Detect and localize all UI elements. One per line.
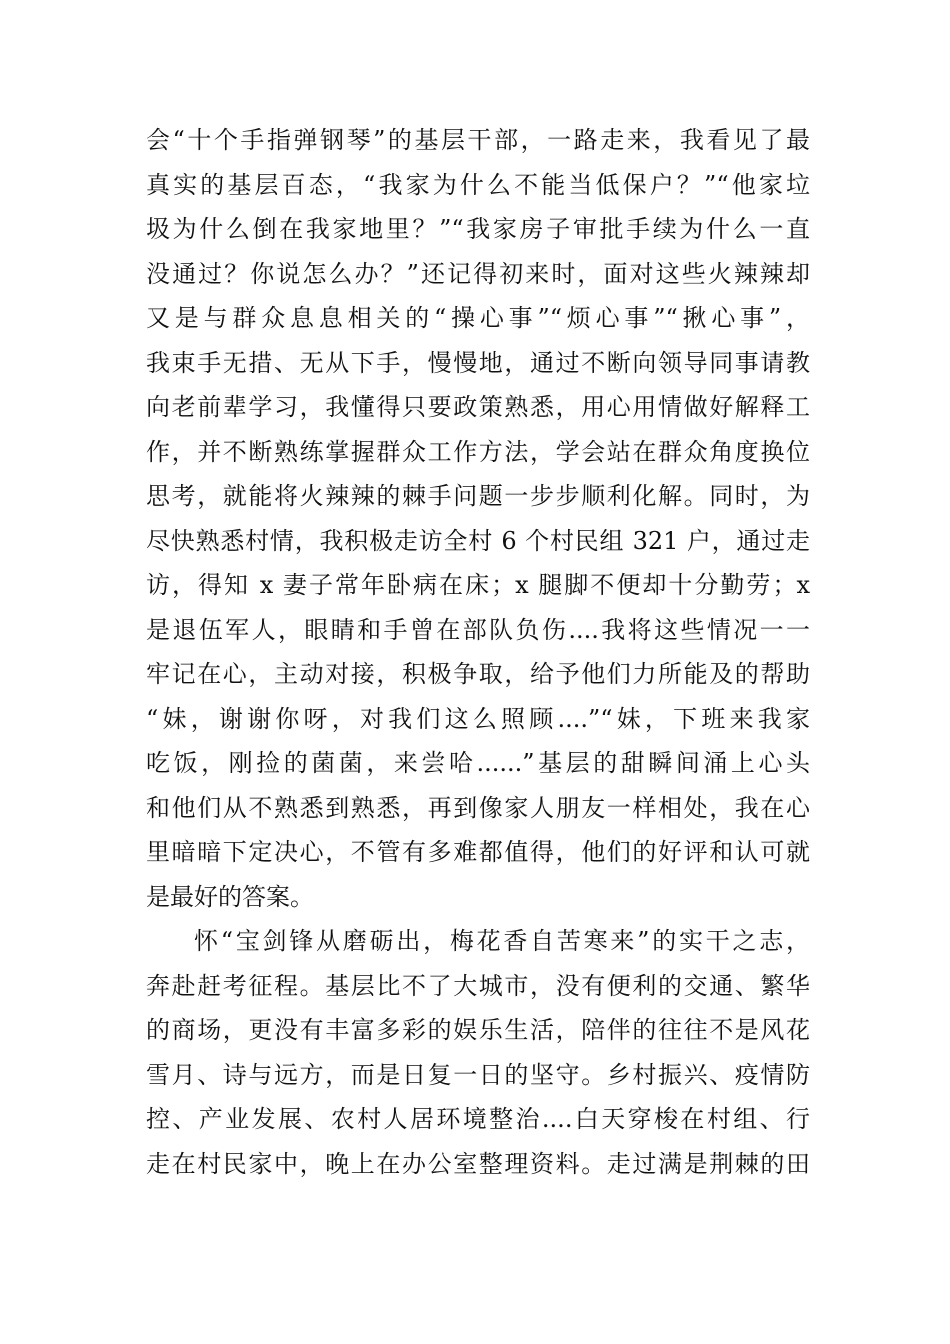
text-line: 尽快熟悉村情，我积极走访全村 6 个村民组 321 户，通过走: [146, 526, 810, 555]
text-line: 里暗暗下定决心，不管有多难都值得，他们的好评和认可就: [146, 838, 810, 866]
text-line: 吃饭，刚捡的菌菌，来尝哈......”基层的甜瞬间涌上心头: [146, 749, 810, 777]
text-line: 雪月、诗与远方，而是日复一日的坚守。乡村振兴、疫情防: [146, 1060, 810, 1089]
text-line: 是退伍军人，眼睛和手曾在部队负伤....我将这些情况一一: [146, 615, 810, 644]
text-line: 真实的基层百态，“我家为什么不能当低保户？”“他家垃: [146, 170, 810, 199]
text-line: 奔赴赶考征程。基层比不了大城市，没有便利的交通、繁华: [146, 971, 810, 1000]
text-line: 走在村民家中，晚上在办公室整理资料。走过满是荆棘的田: [146, 1149, 810, 1178]
text-line: 没通过？你说怎么办？”还记得初来时，面对这些火辣辣却: [146, 259, 810, 288]
text-line: 会“十个手指弹钢琴”的基层干部，一路走来，我看见了最: [146, 126, 810, 154]
text-line: 我束手无措、无从下手，慢慢地，通过不断向领导同事请教: [146, 348, 810, 377]
text-line: 访，得知 x 妻子常年卧病在床；x 腿脚不便却十分勤劳；x: [146, 571, 810, 599]
text-line: 圾为什么倒在我家地里？”“我家房子审批手续为什么一直: [146, 215, 810, 243]
text-line: 牢记在心，主动对接，积极争取，给予他们力所能及的帮助: [146, 660, 810, 688]
text-line: 的商场，更没有丰富多彩的娱乐生活，陪伴的往往不是风花: [146, 1016, 810, 1044]
paragraph-first-line: 怀“宝剑锋从磨砺出，梅花香自苦寒来”的实干之志，: [194, 927, 810, 955]
text-line: 作，并不断熟练掌握群众工作方法，学会站在群众角度换位: [146, 437, 810, 466]
text-line: 向老前辈学习，我懂得只要政策熟悉，用心用情做好解释工: [146, 393, 810, 421]
text-line: “妹，谢谢你呀，对我们这么照顾....”“妹，下班来我家: [146, 704, 810, 733]
text-line: 和他们从不熟悉到熟悉，再到像家人朋友一样相处，我在心: [146, 793, 810, 822]
text-line: 思考，就能将火辣辣的棘手问题一步步顺利化解。同时，为: [146, 482, 810, 510]
body-text: [146, 118, 810, 1186]
text-line: 是最好的答案。: [146, 882, 314, 911]
text-line: 控、产业发展、农村人居环境整治....白天穿梭在村组、行: [146, 1105, 810, 1133]
text-line: 又是与群众息息相关的“操心事”“烦心事”“揪心事”，: [146, 304, 810, 332]
